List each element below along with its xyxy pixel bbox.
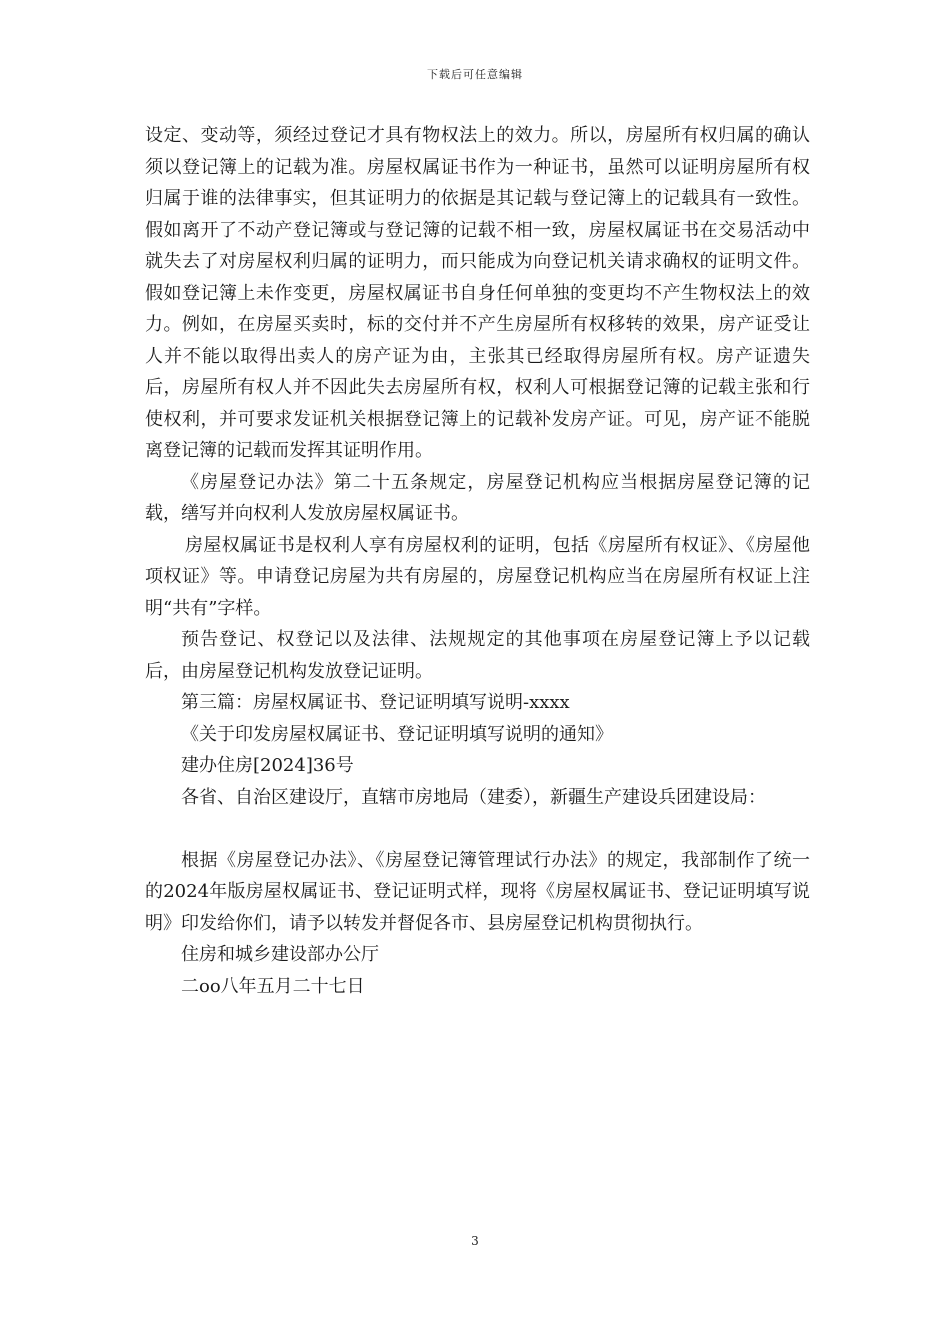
page-header-note: 下载后可任意编辑 [427, 68, 523, 81]
document-number: 建办住房[2024]36号 [181, 755, 354, 776]
page-number: 3 [471, 1234, 479, 1248]
notice-body: 根据《房屋登记办法》、《房屋登记簿管理试行办法》的规定，我部制作了统一的2024年版房屋权属证书、登记证明式样，现将《房屋权属证书、登记证明填写说明》印发给你们，请予以转发并督促各市、县房屋登记机构贯彻执行。 [145, 849, 810, 934]
notice-title: 《关于印发房屋权属证书、登记证明填写说明的通知》 [181, 723, 613, 745]
body-paragraph-2: 《房屋登记办法》第二十五条规定，房屋登记机构应当根据房屋登记簿的记载，缮写并向权利人发放房屋权属证书。 [145, 471, 810, 524]
body-paragraph-1: 设定、变动等，须经过登记才具有物权法上的效力。所以，房屋所有权归属的确认须以登记簿上的记载为准。房屋权属证书作为一种证书，虽然可以证明房屋所有权归属于谁的法律事实，但其证明力的依据是其记载与登记簿上的记载具有一致性。假如离开了不动产登记簿或与登记簿的记载不相一致，房屋权属证书在交易活动中就失去了对房屋权利归属的证明力，而只能成为向登记机关请求确权的证明文件。假如登记簿上未作变更，房屋权属证书自身任何单独的变更均不产生物权法上的效力。例如，在房屋买卖时，标的交付并不产生房屋所有权移转的效果，房产证受让人并不能以取得出卖人的房产证为由，主张其已经取得房屋所有权。房产证遗失后，房屋所有权人并不因此失去房屋所有权，权利人可根据登记簿的记载主张和行使权利，并可要求发证机关根据登记簿上的记载补发房产证。可见，房产证不能脱离登记簿的记载而发挥其证明作用。 [145, 125, 810, 461]
addressee: 各省、自治区建设厅，直辖市房地局（建委），新疆生产建设兵团建设局： [181, 786, 766, 808]
issue-date: 二oo八年五月二十七日 [181, 975, 365, 997]
body-paragraph-4: 预告登记、权登记以及法律、法规规定的其他事项在房屋登记簿上予以记载后，由房屋登记机构发放登记证明。 [145, 629, 810, 682]
body-paragraph-3: 房屋权属证书是权利人享有房屋权利的证明，包括《房屋所有权证》、《房屋他项权证》等。申请登记房屋为共有房屋的，房屋登记机构应当在房屋所有权证上注明“共有”字样。 [145, 534, 810, 619]
document-body [145, 120, 810, 1002]
issuer: 住房和城乡建设部办公厅 [181, 944, 379, 965]
blank-line [145, 813, 810, 845]
section-title: 第三篇：房屋权属证书、登记证明填写说明-xxxx [181, 692, 570, 713]
